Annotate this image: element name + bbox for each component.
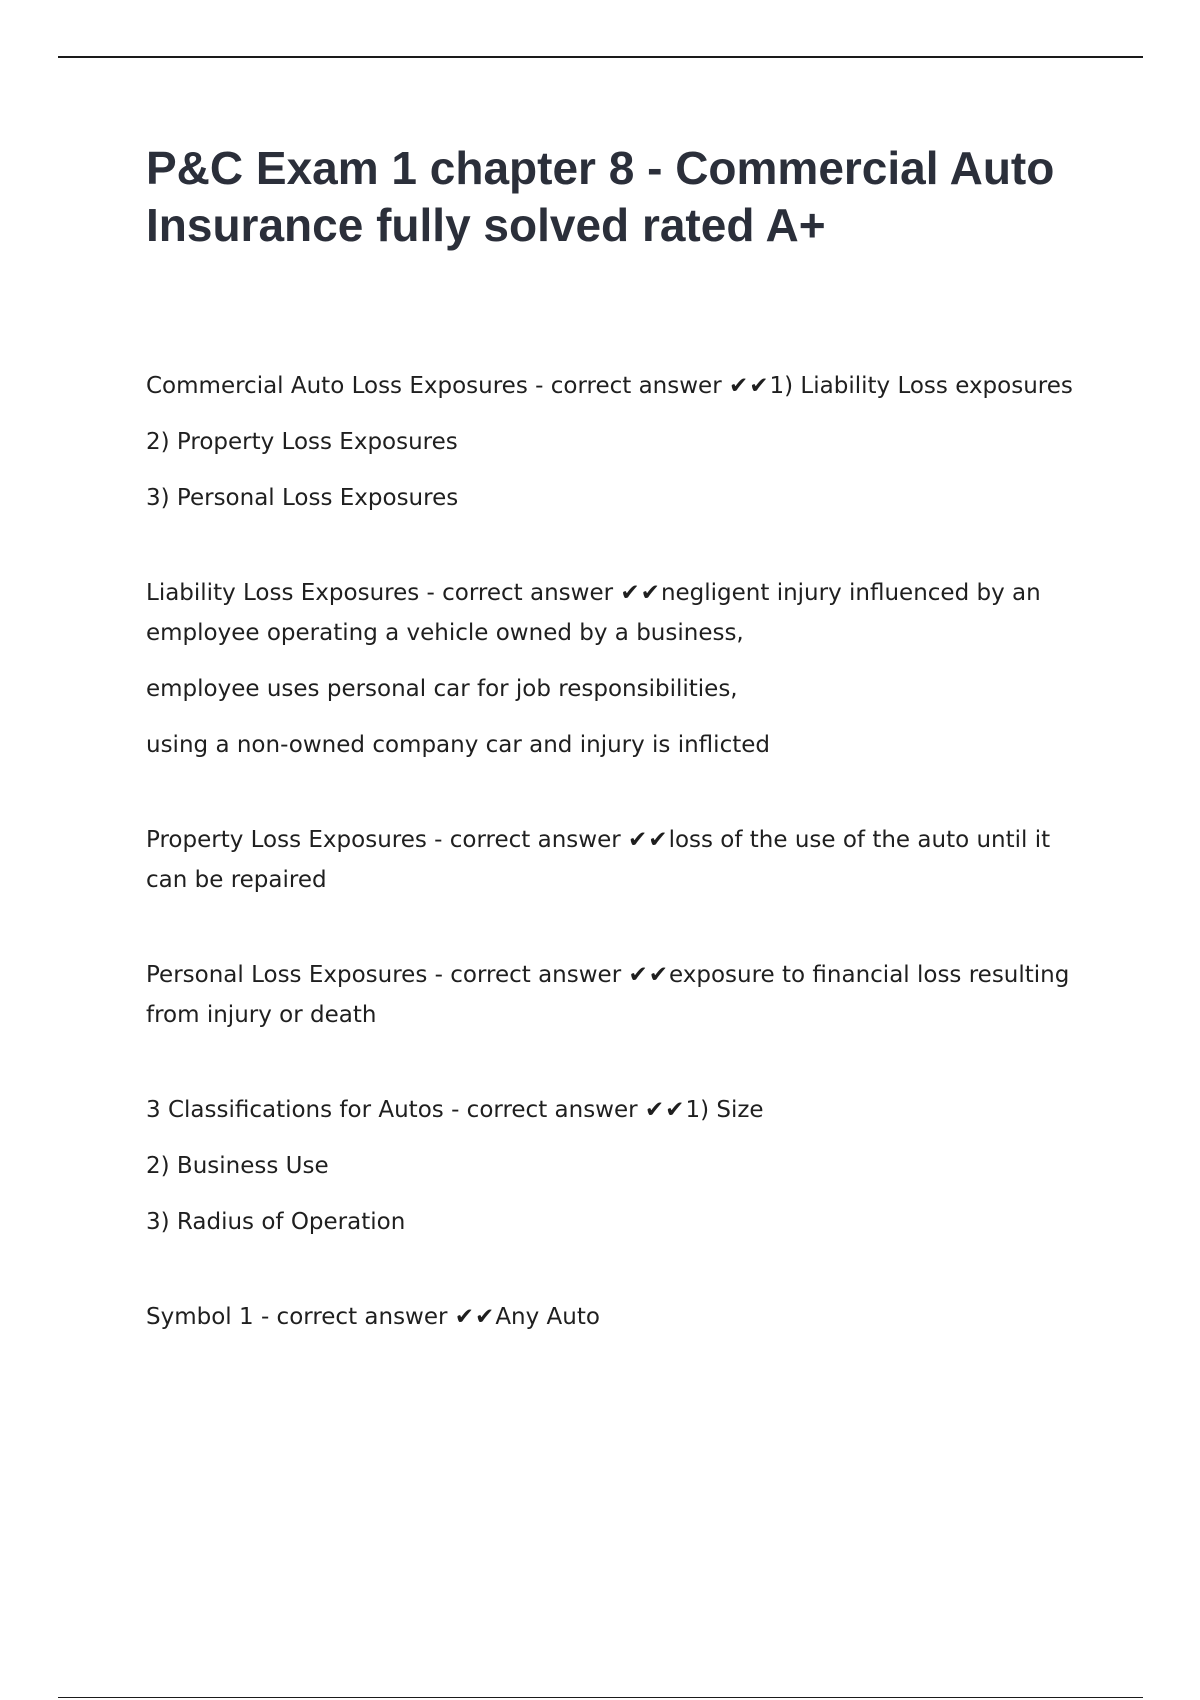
- qa-answer: negligent injury influenced by an employee operating a vehicle owned by a business,: [146, 580, 1041, 646]
- qa-list: [146, 366, 1076, 1392]
- answer-marker: - correct answer: [434, 827, 621, 853]
- qa-continuation: using a non-owned company car and injury is inflicted: [146, 732, 770, 758]
- qa-entry: [146, 366, 1076, 518]
- qa-entry: [146, 955, 1076, 1035]
- qa-continuation: employee uses personal car for job responsibilities,: [146, 676, 738, 702]
- qa-answer: Any Auto: [495, 1304, 600, 1330]
- bottom-rule: [58, 1697, 1143, 1698]
- qa-entry: [146, 1090, 1076, 1242]
- qa-first-line: [146, 955, 1076, 1035]
- check-marks: ✔✔: [644, 1097, 686, 1123]
- qa-first-line: [146, 1297, 1076, 1337]
- top-rule: [58, 56, 1143, 58]
- qa-term: Commercial Auto Loss Exposures: [146, 373, 528, 399]
- check-marks: ✔✔: [628, 827, 669, 853]
- qa-entry: [146, 820, 1076, 900]
- qa-term: Personal Loss Exposures: [146, 962, 428, 988]
- qa-answer: loss of the use of the auto until it can be repaired: [146, 827, 1051, 893]
- qa-continuation: 3) Radius of Operation: [146, 1209, 406, 1235]
- answer-marker: - correct answer: [260, 1304, 448, 1330]
- check-marks: ✔✔: [620, 580, 661, 606]
- qa-first-line: [146, 366, 1076, 406]
- qa-first-line: [146, 573, 1076, 653]
- qa-term: Property Loss Exposures: [146, 827, 427, 853]
- qa-answer: 1) Size: [685, 1097, 764, 1123]
- qa-first-line: [146, 1090, 1076, 1130]
- document-title: P&C Exam 1 chapter 8 - Commercial Auto Insurance fully solved rated A+: [146, 142, 1055, 251]
- check-marks: ✔✔: [728, 373, 770, 399]
- qa-answer: 1) Liability Loss exposures: [769, 373, 1073, 399]
- qa-continuation: 2) Property Loss Exposures: [146, 429, 458, 455]
- answer-marker: - correct answer: [451, 1097, 638, 1123]
- qa-continuation: 2) Business Use: [146, 1153, 329, 1179]
- qa-continuation: 3) Personal Loss Exposures: [146, 485, 459, 511]
- answer-marker: - correct answer: [426, 580, 614, 606]
- answer-marker: - correct answer: [535, 373, 722, 399]
- qa-term: Symbol 1: [146, 1304, 254, 1330]
- qa-term: Liability Loss Exposures: [146, 580, 420, 606]
- qa-first-line: [146, 820, 1076, 900]
- check-marks: ✔✔: [628, 962, 670, 988]
- answer-marker: - correct answer: [434, 962, 622, 988]
- qa-entry: [146, 1297, 1076, 1337]
- qa-term: 3 Classifications for Autos: [146, 1097, 444, 1123]
- check-marks: ✔✔: [454, 1304, 496, 1330]
- qa-entry: [146, 573, 1076, 765]
- qa-answer: exposure to financial loss resulting from injury or death: [146, 962, 1070, 1028]
